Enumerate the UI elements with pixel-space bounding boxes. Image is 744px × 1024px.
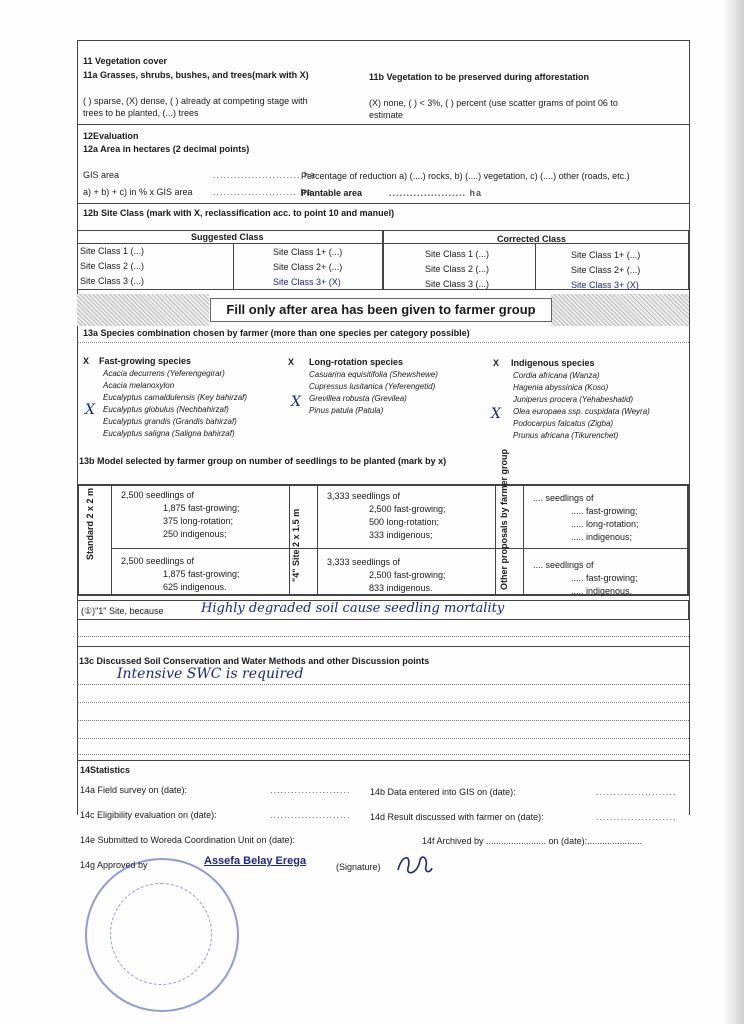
plantable-area-label: Plantable area	[301, 188, 363, 198]
preserved-vegetation-title: 11b Vegetation to be preserved during afforestation	[369, 72, 590, 82]
model3-line1: 3,333 seedlings of	[327, 491, 401, 501]
model5-line3: ..... long-rotation;	[571, 519, 639, 529]
corrected-site-class-3: Site Class 3 (...)	[425, 279, 490, 289]
model6-line2: ..... fast-growing;	[571, 573, 638, 583]
fast-species-1: Acacia decurrens (Yeferengegirar)	[103, 369, 225, 378]
model5-line2: ..... fast-growing;	[571, 506, 638, 516]
signature-label: (Signature)	[336, 862, 381, 872]
x-header-fast: X	[83, 356, 90, 366]
evaluation-title: 12Evaluation	[83, 131, 139, 141]
gis-area-label: GIS area	[83, 170, 120, 180]
model3-line3: 500 long-rotation;	[369, 517, 440, 527]
suggested-class-head: Suggested Class	[191, 232, 264, 242]
model2-line1: 2,500 seedlings of	[121, 556, 195, 566]
site4-label: "4" Site 2 x 1.5 m	[291, 508, 301, 582]
site-reason-handwritten: Highly degraded soil cause seedling mortality	[201, 601, 505, 616]
result-discussed-label: 14d Result discussed with farmer on (date):	[370, 812, 544, 822]
abc-label: a) + b) + c) in % x GIS area	[83, 187, 193, 197]
long-species-1: Casuarina equisitifolia (Shewshewe)	[309, 370, 438, 379]
scan-edge-shadow	[722, 0, 744, 1024]
fast-species-2: Acacia melanoxylon	[103, 381, 175, 390]
gis-area-value: ......................... ha	[213, 170, 317, 180]
model5-line1: .... seedlings of	[533, 493, 594, 503]
statistics-title: 14Statistics	[80, 765, 131, 775]
result-discussed-value: .......................	[596, 812, 677, 822]
long-species-4: Pinus patula (Patula)	[309, 406, 384, 415]
fast-species-4: Eucalyptus globulus (Nechbahirzaf)	[103, 405, 229, 414]
suggested-site-class-1plus: Site Class 1+ (...)	[273, 247, 343, 257]
suggested-site-class-2plus: Site Class 2+ (...)	[273, 262, 343, 272]
model4-line1: 3,333 seedlings of	[327, 557, 401, 567]
indigenous-head: Indigenous species	[511, 358, 595, 368]
ind-species-1: Cordia africana (Wanza)	[513, 371, 600, 380]
model5-line4: ..... indigenous;	[571, 532, 633, 542]
fast-species-3: Eucalyptus camaldulensis (Key bahirzaf)	[103, 393, 248, 402]
suggested-site-class-3: Site Class 3 (...)	[80, 276, 145, 286]
vegetation-cover-title: 11 Vegetation cover	[83, 56, 168, 66]
gis-entry-label: 14b Data entered into GIS on (date):	[370, 787, 516, 797]
signature-mark-icon	[394, 850, 434, 880]
discussion-note-handwritten: Intensive SWC is required	[117, 666, 304, 682]
official-seal-inner-icon	[110, 883, 212, 985]
long-species-3: Grevillea robusta (Grevilea)	[309, 394, 407, 403]
grasses-options-2: trees to be planted, (...) trees	[83, 108, 199, 118]
other-proposals-label: Other proposals by farmer group	[499, 448, 509, 590]
long-species-mark: X	[291, 394, 301, 410]
model1-line2: 1,875 fast-growing;	[163, 503, 240, 513]
suggested-site-class-3plus: Site Class 3+ (X)	[273, 277, 341, 287]
fast-species-mark: X	[85, 402, 95, 418]
eligibility-value: .......................	[270, 810, 351, 820]
x-header-long: X	[288, 357, 295, 367]
reduction-percentage: Percentage of reduction a) (....) rocks, b) (....) vegetation, c) (....) other (roads, etc.)	[301, 171, 630, 181]
model1-line4: 250 indigenous;	[163, 529, 227, 539]
standard-label: Standard 2 x 2 m	[85, 487, 95, 560]
model6-line1: .... seedlings of	[533, 560, 594, 570]
model1-line1: 2,500 seedlings of	[121, 490, 195, 500]
gis-entry-value: .......................	[596, 787, 677, 797]
model1-line3: 375 long-rotation;	[163, 516, 234, 526]
corrected-site-class-3plus: Site Class 3+ (X)	[571, 280, 639, 290]
ind-species-3: Juniperus procera (Yehabeshatid)	[513, 395, 634, 404]
form-frame-lower	[77, 320, 689, 780]
model3-line2: 2,500 fast-growing;	[369, 504, 446, 514]
corrected-site-class-1: Site Class 1 (...)	[425, 249, 490, 259]
site-class-title: 12b Site Class (mark with X, reclassification acc. to point 10 and manuel)	[83, 208, 395, 218]
corrected-site-class-2: Site Class 2 (...)	[425, 264, 490, 274]
fast-species-6: Eucalyptus saligna (Saligna bahirzaf)	[103, 429, 235, 438]
corrected-class-head: Corrected Class	[497, 234, 567, 244]
model2-line3: 625 indigenous.	[163, 582, 227, 592]
plantable-area-value: ...................... ha	[389, 188, 483, 198]
fast-species-5: Eucalyptus grandis (Grandis bahirzaf)	[103, 417, 237, 426]
approved-by-label: 14g Approved by	[80, 860, 148, 870]
grasses-title: 11a Grasses, shrubs, bushes, and trees(mark with X)	[83, 70, 309, 80]
fill-after-banner: Fill only after area has been given to farmer group	[210, 298, 552, 322]
suggested-site-class-1: Site Class 1 (...)	[80, 246, 145, 256]
ind-species-mark: X	[491, 406, 501, 422]
model4-line2: 2,500 fast-growing;	[369, 570, 446, 580]
discussion-title: 13c Discussed Soil Conservation and Water Methods and other Discussion points	[79, 656, 430, 666]
model2-line2: 1,875 fast-growing;	[163, 569, 240, 579]
ind-species-5: Podocarpus falcatus (Zigba)	[513, 419, 614, 428]
fast-growing-head: Fast-growing species	[99, 356, 192, 366]
field-survey-value: .......................	[270, 785, 351, 795]
suggested-site-class-2: Site Class 2 (...)	[80, 261, 145, 271]
long-species-2: Cupressus lusitanica (Yeferengetid)	[309, 382, 436, 391]
approver-name-stamp: Assefa Belay Erega	[204, 855, 307, 867]
site-because-label: (①)"1" Site, because	[81, 606, 164, 616]
preserved-options-2: estimate	[369, 110, 404, 120]
field-survey-label: 14a Field survey on (date):	[80, 785, 188, 795]
archived-label: 14f Archived by ........................ on (date):......................	[422, 836, 643, 846]
ind-species-6: Prunus africana (Tikurenchet)	[513, 431, 619, 440]
ind-species-4: Olea europaea ssp. cuspidata (Weyra)	[513, 407, 650, 416]
x-header-ind: X	[493, 358, 500, 368]
model4-line3: 833 indigenous.	[369, 583, 433, 593]
preserved-options-1: (X) none, ( ) < 3%, ( ) percent (use scatter grams of point 06 to	[369, 98, 618, 108]
model-title: 13b Model selected by farmer group on number of seedlings to be planted (mark by x)	[79, 456, 447, 466]
long-rotation-head: Long-rotation species	[309, 357, 404, 367]
grasses-options-1: ( ) sparse, (X) dense, ( ) already at competing stage with	[83, 96, 308, 106]
ind-species-2: Hagenia abyssinica (Koso)	[513, 383, 609, 392]
corrected-site-class-2plus: Site Class 2+ (...)	[571, 265, 641, 275]
model6-line3: ..... indigenous.	[571, 586, 633, 596]
submitted-label: 14e Submitted to Woreda Coordination Unit on (date):	[80, 835, 295, 845]
abc-value: ........................ ha	[213, 187, 313, 197]
eligibility-label: 14c Eligibility evaluation on (date):	[80, 810, 217, 820]
species-title: 13a Species combination chosen by farmer (more than one species per category possible)	[83, 328, 470, 338]
corrected-site-class-1plus: Site Class 1+ (...)	[571, 250, 641, 260]
area-title: 12a Area in hectares (2 decimal points)	[83, 144, 250, 154]
model3-line4: 333 indigenous;	[369, 530, 433, 540]
